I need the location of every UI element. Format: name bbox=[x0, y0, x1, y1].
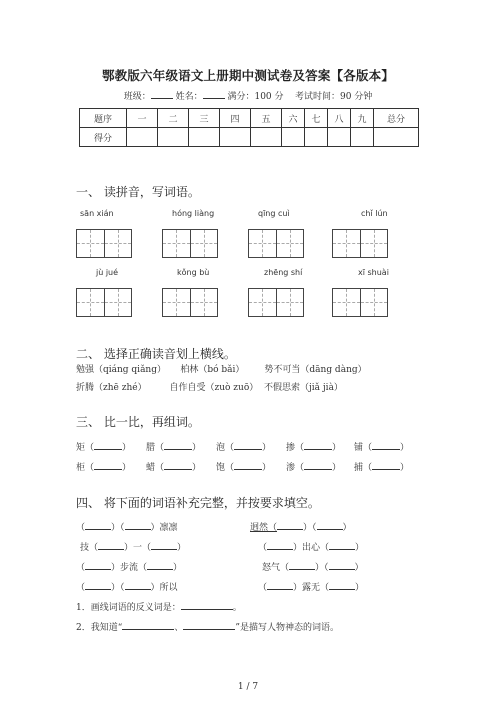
answer-blank[interactable] bbox=[329, 580, 355, 590]
idiom-left: （ ）（ ）凛凛 bbox=[76, 520, 178, 533]
answer-blank[interactable] bbox=[94, 460, 122, 470]
pinyin-label: kǒng bù bbox=[177, 268, 210, 277]
pinyin-label: jù jué bbox=[96, 268, 119, 277]
pronunciation-item[interactable]: 势不可当（dāng dàng） bbox=[264, 365, 367, 375]
answer-blank[interactable] bbox=[164, 460, 192, 470]
compare-item: 泡（ ） bbox=[216, 440, 271, 453]
score-cell bbox=[220, 128, 251, 147]
question-2: 2．我知道“ 、 ”是描写人物神态的词语。 bbox=[76, 620, 339, 633]
document-title: 鄂教版六年级语文上册期中测试卷及答案【各版本】 bbox=[101, 68, 395, 83]
idiom-right: 迥然（ ）（ ） bbox=[250, 520, 352, 533]
table-header-cell: 三 bbox=[189, 109, 220, 128]
answer-blank[interactable] bbox=[304, 440, 332, 450]
writing-grid[interactable] bbox=[248, 288, 304, 317]
score-cell bbox=[374, 128, 419, 147]
answer-blank[interactable] bbox=[267, 580, 293, 590]
pinyin-label: chǐ lún bbox=[361, 209, 388, 218]
score-cell bbox=[351, 128, 374, 147]
writing-grid[interactable] bbox=[162, 288, 218, 317]
answer-blank[interactable] bbox=[125, 520, 151, 530]
section1-heading: 一、 读拼音，写词语。 bbox=[76, 185, 200, 199]
compare-item: 腊（ ） bbox=[146, 440, 201, 453]
score-row-label: 得分 bbox=[80, 128, 127, 147]
answer-blank[interactable] bbox=[181, 600, 233, 610]
answer-blank[interactable] bbox=[122, 620, 174, 630]
answer-blank[interactable] bbox=[372, 440, 400, 450]
writing-grid[interactable] bbox=[76, 288, 132, 317]
pronunciation-item[interactable]: 折腾（zhē zhé） bbox=[76, 383, 147, 393]
answer-blank[interactable] bbox=[98, 540, 124, 550]
answer-blank[interactable] bbox=[147, 560, 173, 570]
score-table-score-row bbox=[80, 128, 419, 147]
exam-info bbox=[0, 89, 496, 102]
class-label: 班级： bbox=[123, 92, 151, 102]
score-table bbox=[79, 108, 419, 147]
idiom-left: 技（ ）一（ ） bbox=[80, 540, 186, 553]
pronunciation-line-2 bbox=[76, 380, 343, 393]
score-cell bbox=[189, 128, 220, 147]
table-header-cell: 六 bbox=[282, 109, 305, 128]
writing-grid[interactable] bbox=[332, 288, 388, 317]
table-header-cell: 九 bbox=[351, 109, 374, 128]
score-cell bbox=[127, 128, 158, 147]
table-header-cell: 五 bbox=[251, 109, 282, 128]
score-cell bbox=[251, 128, 282, 147]
table-header-cell: 八 bbox=[328, 109, 351, 128]
writing-grid[interactable] bbox=[76, 229, 132, 258]
pinyin-label: sān xián bbox=[80, 209, 114, 218]
compare-item: 铺（ ） bbox=[354, 440, 409, 453]
pinyin-label: zhēng shí bbox=[264, 268, 303, 277]
answer-blank[interactable] bbox=[85, 560, 111, 570]
pronunciation-item[interactable]: 勉强（qiáng qiǎng） bbox=[76, 365, 166, 375]
compare-item: 渗（ ） bbox=[286, 460, 341, 473]
answer-blank[interactable] bbox=[277, 520, 303, 530]
answer-blank[interactable] bbox=[85, 580, 111, 590]
answer-blank[interactable] bbox=[317, 520, 343, 530]
section3-heading: 三、 比一比，再组词。 bbox=[76, 415, 200, 429]
compare-item: 饱（ ） bbox=[216, 460, 271, 473]
score-cell bbox=[158, 128, 189, 147]
pinyin-label: hóng liàng bbox=[172, 209, 215, 218]
idiom-left: （ ）步流（ ） bbox=[76, 560, 182, 573]
idiom-right: （ ）露无（ ） bbox=[258, 580, 364, 593]
answer-blank[interactable] bbox=[329, 540, 355, 550]
pinyin-label: xī shuài bbox=[358, 268, 389, 277]
pronunciation-line-1 bbox=[76, 362, 367, 375]
score-table-header-row bbox=[80, 109, 419, 128]
score-cell bbox=[328, 128, 351, 147]
writing-grid[interactable] bbox=[162, 229, 218, 258]
answer-blank[interactable] bbox=[164, 440, 192, 450]
writing-grid[interactable] bbox=[248, 229, 304, 258]
question-1: 1．画线词语的反义词是： 。 bbox=[76, 600, 242, 613]
answer-blank[interactable] bbox=[329, 560, 355, 570]
compare-item: 捕（ ） bbox=[354, 460, 409, 473]
pronunciation-item[interactable]: 自作自受（zuò zuō） bbox=[169, 383, 259, 393]
table-header-cell: 四 bbox=[220, 109, 251, 128]
score-cell bbox=[282, 128, 305, 147]
idiom-left: （ ）（ ）所以 bbox=[76, 580, 178, 593]
compare-item: 掺（ ） bbox=[286, 440, 341, 453]
compare-item: 矩（ ） bbox=[76, 440, 131, 453]
answer-blank[interactable] bbox=[234, 440, 262, 450]
table-header-cell: 总分 bbox=[374, 109, 419, 128]
score-cell bbox=[305, 128, 328, 147]
answer-blank[interactable] bbox=[234, 460, 262, 470]
name-blank bbox=[203, 89, 225, 99]
writing-grid[interactable] bbox=[332, 229, 388, 258]
score-label: 满分：100 分 bbox=[227, 92, 284, 102]
pronunciation-item[interactable]: 不假思索（jiǎ jià） bbox=[264, 383, 343, 393]
table-header-cell: 题序 bbox=[80, 109, 127, 128]
table-header-cell: 七 bbox=[305, 109, 328, 128]
compare-item: 蜡（ ） bbox=[146, 460, 201, 473]
idiom-right: 怒气（ ）（ ） bbox=[262, 560, 364, 573]
pinyin-label: qīng cuì bbox=[258, 209, 290, 218]
answer-blank[interactable] bbox=[85, 520, 111, 530]
section4-heading: 四、 将下面的词语补充完整，并按要求填空。 bbox=[76, 496, 320, 510]
answer-blank[interactable] bbox=[125, 580, 151, 590]
compare-item: 柜（ ） bbox=[76, 460, 131, 473]
answer-blank[interactable] bbox=[289, 560, 315, 570]
page-number: 1 / 7 bbox=[237, 682, 259, 692]
time-label: 考试时间：90 分钟 bbox=[294, 92, 373, 102]
section2-heading: 二、 选择正确读音划上横线。 bbox=[76, 347, 236, 361]
name-label: 姓名： bbox=[175, 92, 203, 102]
answer-blank[interactable] bbox=[372, 460, 400, 470]
table-header-cell: 一 bbox=[127, 109, 158, 128]
answer-blank[interactable] bbox=[94, 440, 122, 450]
answer-blank[interactable] bbox=[183, 620, 235, 630]
class-blank bbox=[151, 89, 173, 99]
answer-blank[interactable] bbox=[304, 460, 332, 470]
pronunciation-item[interactable]: 柏林（bó bǎi） bbox=[180, 365, 245, 375]
answer-blank[interactable] bbox=[151, 540, 177, 550]
idiom-right: （ ）出心（ ） bbox=[258, 540, 364, 553]
answer-blank[interactable] bbox=[267, 540, 293, 550]
table-header-cell: 二 bbox=[158, 109, 189, 128]
